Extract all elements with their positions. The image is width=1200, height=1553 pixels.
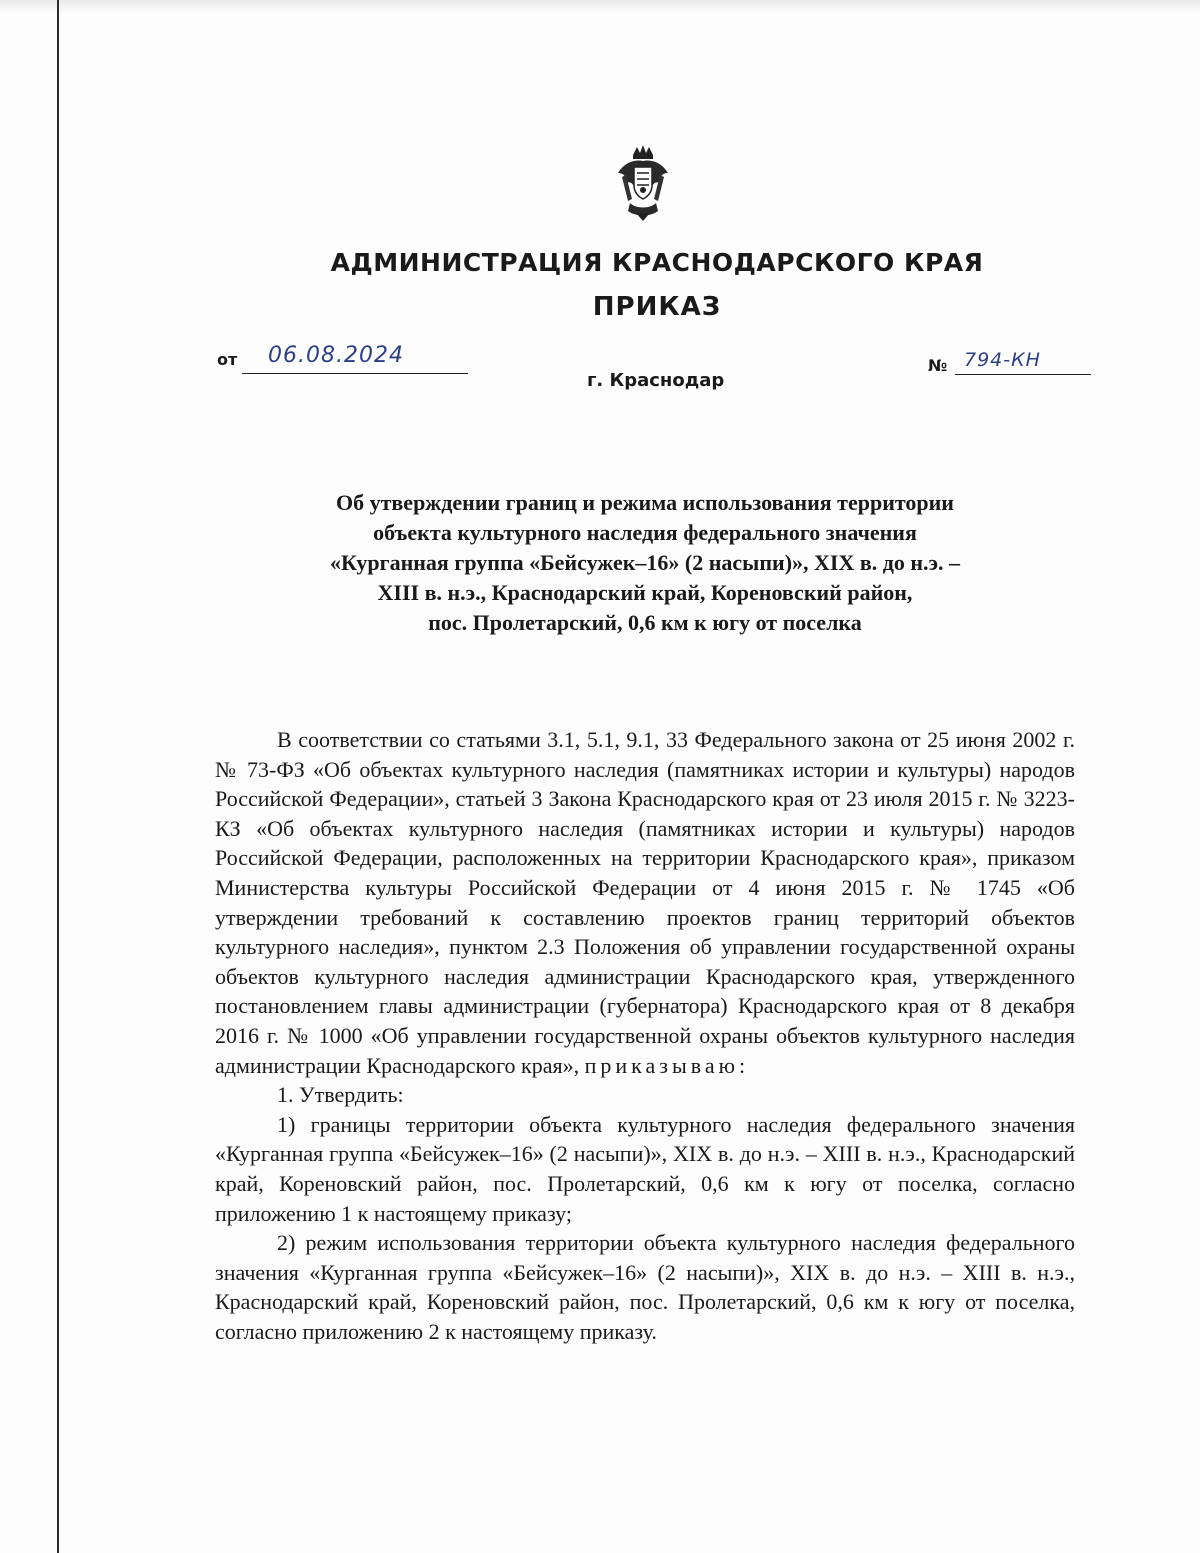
date-label: от	[217, 350, 238, 369]
organization-title: АДМИНИСТРАЦИЯ КРАСНОДАРСКОГО КРАЯ	[330, 248, 984, 277]
document-subject	[215, 488, 1075, 638]
intro-text: В соответствии со статьями 3.1, 5.1, 9.1, 33 Федерального закона от 25 июня 2002 г. № 73-ФЗ «Об объектах культурного наследия (памятниках истории и культуры) народов Российской Федерации», статьей 3 Закона Краснодарского края от 23 июля 2015 г. № 3223-КЗ «Об объектах культурного наследия (памятниках истории и культуры) народов Российской Федерации, расположенных на территории Краснодарского края», приказом Министерства культуры Российской Федерации от 4 июня 2015 г. № 1745 «Об утверждении требований к составлению проектов границ территорий объектов культурного наследия», пунктом 2.3 Положения об управлении государственной охраны объектов культурного наследия администрации Краснодарского края, утвержденного постановлением главы администрации (губернатора) Краснодарского края от 8 декабря 2016 г. № 1000 «Об управлении государственной охраны объектов культурного наследия администрации Краснодарского края»,	[215, 727, 1075, 1078]
number-label: №	[928, 356, 948, 375]
subject-line: объекта культурного наследия федерального значения	[373, 520, 917, 545]
item-1: 1. Утвердить:	[277, 1082, 404, 1108]
coat-of-arms-icon	[612, 143, 674, 223]
subject-line: пос. Пролетарский, 0,6 км к югу от поселка	[428, 610, 862, 635]
city-label: г. Краснодар	[587, 370, 725, 391]
intro-paragraph	[215, 725, 1075, 1080]
scan-edge-line	[57, 0, 59, 1553]
subject-line: XIII в. н.э., Краснодарский край, Кореновский район,	[377, 580, 913, 605]
handwritten-number: 794-КН	[964, 349, 1041, 371]
order-word: приказываю:	[584, 1052, 750, 1078]
item-1-1: 1) границы территории объекта культурного наследия федерального значения «Курганная группа «Бейсужек–16» (2 насыпи)», XIX в. до н.э. – XIII в. н.э., Краснодарский край, Кореновский район, пос. Пролетарский, 0,6 км к югу от поселка, согласно приложению 1 к настоящему приказу;	[215, 1111, 1075, 1226]
item-1-2: 2) режим использования территории объекта культурного наследия федерального значения «Курганная группа «Бейсужек–16» (2 насыпи)», XIX в. до н.э. – XIII в. н.э., Краснодарский край, Кореновский район, пос. Пролетарский, 0,6 км к югу от поселка, согласно приложению 2 к настоящему приказу.	[215, 1230, 1075, 1344]
handwritten-date: 06.08.2024	[268, 343, 404, 368]
subject-line: Об утверждении границ и режима использования территории	[336, 490, 954, 515]
document-body	[215, 725, 1075, 1346]
scan-shadow	[0, 0, 1200, 14]
document-type-title: ПРИКАЗ	[592, 292, 722, 322]
subject-line: «Курганная группа «Бейсужек–16» (2 насыпи)», XIX в. до н.э. –	[329, 550, 961, 575]
